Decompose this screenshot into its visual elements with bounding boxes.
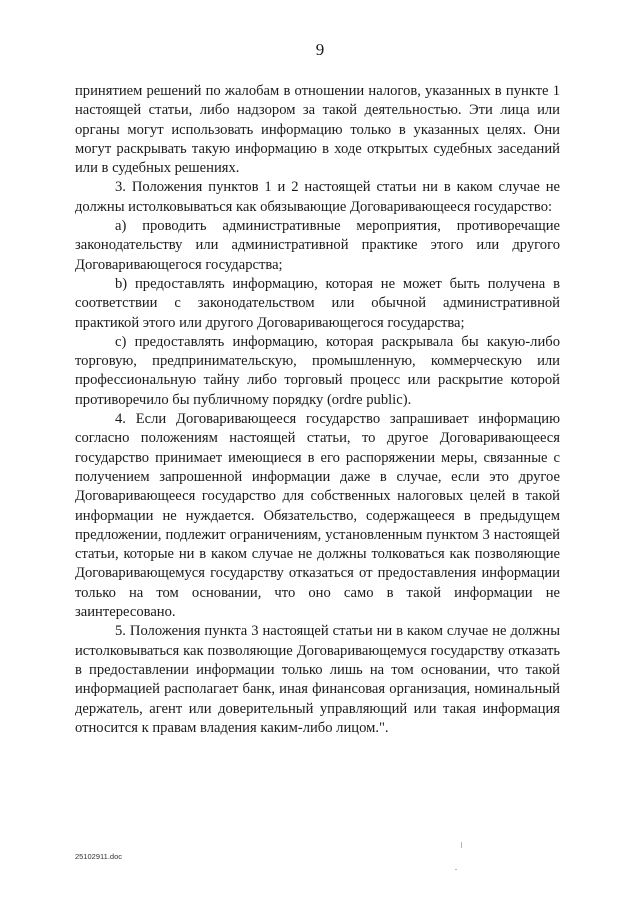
paragraph-clause-3b: b) предоставлять информацию, которая не может быть получена в соответствии с законодательством или обычной административной практикой этого или другого Договаривающегося государства; [75, 275, 560, 331]
scan-artifact-mark [455, 869, 457, 870]
paragraph-clause-3c: c) предоставлять информацию, которая раскрывала бы какую-либо торговую, предпринимательскую, промышленную, коммерческую или профессиональную тайну либо торговый процесс или раскрытие которой противоречило бы публичному порядку (ordre public). [75, 333, 560, 408]
paragraph-continuation: принятием решений по жалобам в отношении налогов, указанных в пункте 1 настоящей статьи, либо надзором за такой деятельностью. Эти лица или органы могут использовать информацию только в указанных целях. Они могут раскрывать такую информацию в ходе открытых судебных заседаний или в судебных решениях. [75, 83, 560, 177]
document-body [75, 82, 560, 738]
scan-artifact-mark [461, 842, 462, 848]
paragraph-clause-3: 3. Положения пунктов 1 и 2 настоящей статьи ни в каком случае не должны истолковываться как обязывающие Договаривающееся государство: [75, 179, 560, 215]
paragraph-clause-3a: a) проводить административные мероприятия, противоречащие законодательству или административной практике этого или другого Договаривающегося государства; [75, 218, 560, 273]
paragraph-clause-4: 4. Если Договаривающееся государство запрашивает информацию согласно положениям настоящей статьи, то другое Договаривающееся государство принимает имеющиеся в его распоряжении меры, связанные с получением запрошенной информации даже в случае, если это другое Договаривающееся государство для собственных налоговых целей в такой информации не нуждается. Обязательство, содержащееся в предыдущем предложении, подлежит ограничениям, установленным пунктом 3 настоящей статьи, которые ни в каком случае не должны толковаться как позволяющие Договаривающемуся государству отказаться от предоставления информации только на том основании, что оно само в такой информации не заинтересовано. [75, 411, 560, 621]
document-file-code: 25102911.doc [75, 852, 122, 861]
paragraph-clause-5: 5. Положения пункта 3 настоящей статьи ни в каком случае не должны истолковываться как позволяющие Договаривающемуся государству отказать в предоставлении информации только лишь на том основании, что такой информацией располагает банк, иная финансовая организация, номинальный держатель, агент или доверительный управляющий или такая информация относится к правам владения каким-либо лицом.". [75, 623, 560, 736]
page-number: 9 [315, 40, 325, 59]
